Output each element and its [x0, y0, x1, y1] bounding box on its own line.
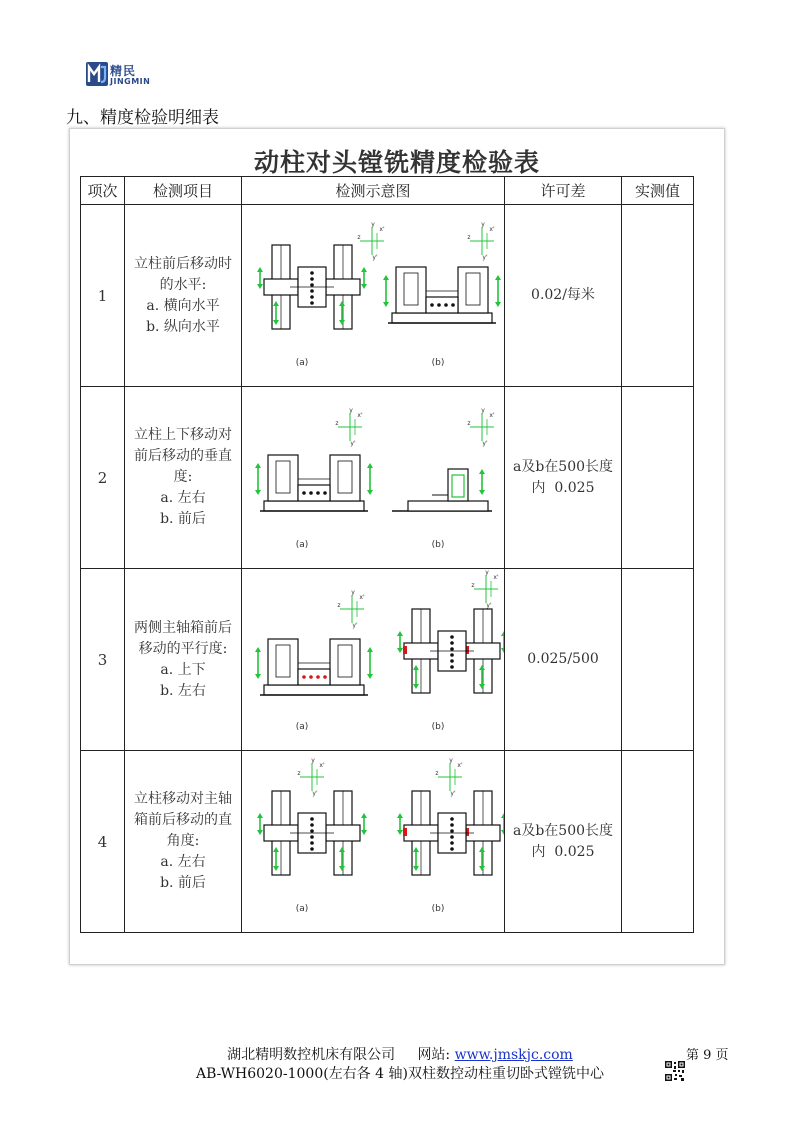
jingmin-logo-icon	[86, 62, 108, 86]
top-view-figure	[397, 791, 504, 875]
coordinate-axes-icon	[297, 757, 325, 797]
coordinate-axes-icon	[435, 757, 463, 797]
inspection-item-line: 角度:	[166, 833, 200, 849]
side-view-figure	[255, 639, 373, 695]
axis-label-yp: y'	[312, 790, 318, 797]
axis-label-y: y	[351, 589, 355, 596]
axis-label-xp: x'	[379, 226, 385, 233]
axis-label-xp: x'	[319, 762, 325, 769]
indicator-arrow-icon	[479, 469, 485, 495]
inspection-item-line: b. 左右	[160, 682, 206, 699]
axis-label-z: z	[297, 770, 301, 777]
indicator-arrow-icon	[257, 267, 263, 289]
axis-label-z: z	[357, 234, 361, 241]
indicator-arrow-icon	[255, 463, 261, 495]
axis-label-yp: y'	[482, 440, 488, 447]
table-row	[81, 387, 694, 569]
side-view-figure	[255, 455, 373, 511]
indicator-arrow-icon	[495, 275, 501, 307]
measured-value-cell[interactable]	[622, 569, 694, 751]
axis-label-xp: x'	[357, 412, 363, 419]
diagram-cell	[242, 387, 505, 569]
header-no: 项次	[81, 177, 125, 205]
table-row	[81, 751, 694, 933]
indicator-arrow-icon	[361, 267, 367, 289]
header-measured: 实测值	[622, 177, 694, 205]
figure-label-a: (a)	[295, 904, 309, 914]
logo-text-en: JINGMIN	[110, 77, 151, 86]
indicator-arrow-icon	[367, 463, 373, 495]
figure-label-a: (a)	[295, 540, 309, 550]
axis-label-yp: y'	[482, 254, 488, 261]
company-logo	[86, 60, 156, 92]
indicator-arrow-icon	[501, 631, 504, 653]
side-view-figure	[383, 267, 501, 323]
footer-company: 湖北精明数控机床有限公司	[227, 1047, 396, 1063]
figure-label-b: (b)	[431, 722, 445, 732]
row-number: 3	[81, 569, 125, 751]
inspection-item	[125, 205, 242, 387]
section-title: 九、精度检验明细表	[66, 108, 219, 128]
axis-label-z: z	[471, 582, 475, 589]
inspection-item	[125, 751, 242, 933]
precision-table	[80, 176, 694, 933]
axis-label-yp: y'	[486, 602, 492, 609]
row-number: 2	[81, 387, 125, 569]
axis-label-xp: x'	[493, 574, 499, 581]
figure-label-b: (b)	[431, 540, 445, 550]
figure-label-b: (b)	[431, 358, 445, 368]
indicator-arrow-icon	[383, 275, 389, 307]
table-row	[81, 569, 694, 751]
axis-label-z: z	[337, 602, 341, 609]
inspection-item-line: 前后移动的垂直	[134, 448, 232, 464]
figure-label-a: (a)	[295, 358, 309, 368]
axis-label-z: z	[435, 770, 439, 777]
axis-label-y: y	[449, 757, 453, 764]
coordinate-axes-icon	[337, 589, 365, 629]
indicator-arrow-icon	[255, 647, 261, 679]
indicator-arrow-icon	[361, 813, 367, 835]
diagram-cell	[242, 569, 505, 751]
inspection-diagram	[242, 205, 504, 386]
inspection-item-line: a. 左右	[160, 854, 206, 870]
inspection-item-line: 的水平:	[159, 276, 207, 293]
header-tolerance: 许可差	[505, 177, 622, 205]
coordinate-axes-icon	[335, 407, 363, 447]
axis-label-z: z	[467, 420, 471, 427]
measured-value-cell[interactable]	[622, 751, 694, 933]
axis-label-yp: y'	[372, 254, 378, 261]
axis-label-z: z	[335, 420, 339, 427]
measured-value-cell[interactable]	[622, 387, 694, 569]
axis-label-y: y	[481, 407, 485, 414]
coordinate-axes-icon	[467, 407, 495, 447]
figure-label-a: (a)	[295, 722, 309, 732]
diagram-cell	[242, 205, 505, 387]
coordinate-axes-icon	[357, 221, 385, 261]
inspection-item-line: 立柱上下移动对	[134, 427, 232, 443]
table-row	[81, 205, 694, 387]
axis-label-y: y	[311, 757, 315, 764]
tolerance-value: 0.02/每米	[531, 287, 595, 303]
indicator-arrow-icon	[257, 813, 263, 835]
tolerance-value: 内 0.025	[531, 843, 595, 860]
inspection-item-line: 立柱移动对主轴	[134, 791, 232, 807]
footer-model-line: AB-WH6020-1000(左右各 4 轴)双柱数控动柱重切卧式镗铣中心	[196, 1066, 604, 1082]
axis-label-y: y	[371, 221, 375, 228]
inspection-item-line: a. 横向水平	[146, 297, 220, 314]
indicator-arrow-icon	[501, 813, 504, 835]
diagram-cell	[242, 751, 505, 933]
inspection-item-line: a. 左右	[160, 490, 206, 506]
inspection-item-line: b. 前后	[160, 511, 206, 527]
axis-label-z: z	[467, 234, 471, 241]
qr-code-icon	[665, 1061, 685, 1081]
coordinate-axes-icon	[467, 221, 495, 261]
indicator-arrow-icon	[367, 647, 373, 679]
inspection-item-line: a. 上下	[160, 661, 206, 678]
indicator-arrow-icon	[397, 631, 403, 653]
coordinate-axes-icon	[471, 569, 499, 609]
inspection-item-line: b. 前后	[160, 875, 206, 891]
tolerance-cell	[505, 387, 622, 569]
measured-value-cell[interactable]	[622, 205, 694, 387]
top-view-figure	[397, 609, 504, 693]
tolerance-cell	[505, 205, 622, 387]
footer-website-link[interactable]: www.jmskjc.com	[454, 1047, 573, 1063]
axis-label-y: y	[349, 407, 353, 414]
tolerance-cell	[505, 751, 622, 933]
row-number: 1	[81, 205, 125, 387]
tolerance-value: 内 0.025	[531, 479, 595, 496]
bench-view-figure	[392, 469, 492, 511]
top-view-figure	[257, 791, 367, 875]
indicator-arrow-icon	[397, 813, 403, 835]
inspection-item-line: 度:	[173, 469, 193, 485]
axis-label-xp: x'	[457, 762, 463, 769]
inspection-item-line: b. 纵向水平	[146, 318, 220, 335]
header-diagram: 检测示意图	[242, 177, 505, 205]
tolerance-value: a及b在500长度	[512, 458, 614, 475]
inspection-item-line: 立柱前后移动时	[134, 255, 232, 272]
top-view-figure	[257, 245, 367, 329]
table-title: 动柱对头镗铣精度检验表	[253, 148, 540, 177]
figure-label-b: (b)	[431, 904, 445, 914]
axis-label-y: y	[481, 221, 485, 228]
axis-label-yp: y'	[450, 790, 456, 797]
inspection-diagram	[242, 387, 504, 568]
inspection-item-line: 移动的平行度:	[138, 640, 228, 657]
tolerance-value: 0.025/500	[527, 651, 599, 667]
axis-label-xp: x'	[489, 226, 495, 233]
axis-label-xp: x'	[359, 594, 365, 601]
footer-site-label: 网站:	[417, 1047, 451, 1063]
axis-label-yp: y'	[350, 440, 356, 447]
inspection-item	[125, 569, 242, 751]
inspection-item-line: 箱前后移动的直	[134, 812, 232, 828]
tolerance-cell	[505, 569, 622, 751]
tolerance-value: a及b在500长度	[512, 822, 614, 839]
header-item: 检测项目	[125, 177, 242, 205]
inspection-item	[125, 387, 242, 569]
page-number: 第 9 页	[686, 1048, 729, 1063]
axis-label-y: y	[485, 569, 489, 576]
inspection-sheet	[69, 128, 725, 965]
row-number: 4	[81, 751, 125, 933]
axis-label-yp: y'	[352, 622, 358, 629]
logo-text-cn: 精民	[110, 64, 137, 78]
inspection-item-line: 两侧主轴箱前后	[134, 619, 232, 636]
table-header-row	[81, 177, 694, 205]
inspection-diagram	[242, 569, 504, 750]
inspection-diagram	[242, 751, 504, 932]
axis-label-xp: x'	[489, 412, 495, 419]
